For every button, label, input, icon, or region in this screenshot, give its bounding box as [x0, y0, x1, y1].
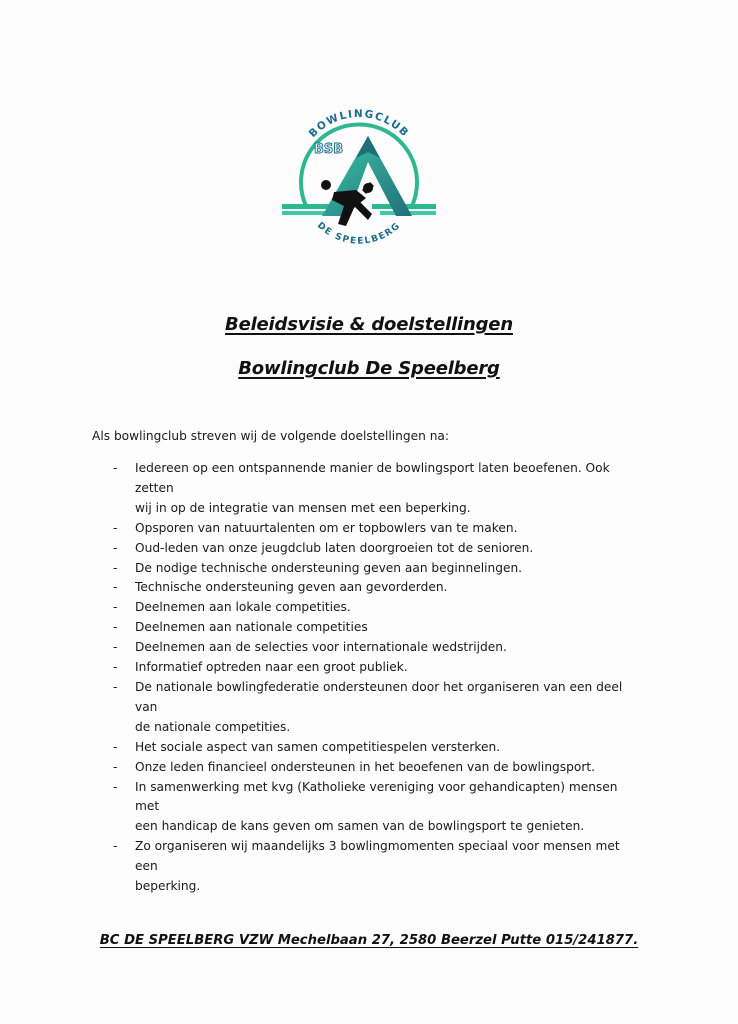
bullet-dash: -	[113, 679, 118, 694]
list-item-text: Opsporen van natuurtalenten om er topbowlers van te maken.	[135, 520, 518, 535]
list-item	[113, 758, 633, 778]
bullet-dash: -	[113, 600, 118, 615]
intro-text: Als bowlingclub streven wij de volgende doelstellingen na:	[92, 429, 450, 443]
list-item	[113, 658, 633, 678]
list-item-text: wij in op de integratie van mensen met een beperking.	[135, 500, 471, 515]
bullet-dash: -	[113, 779, 118, 794]
list-item	[113, 539, 633, 559]
list-item	[113, 578, 633, 598]
page-title: Beleidsvisie & doelstellingen	[225, 314, 513, 335]
list-item-text: Iedereen op een ontspannende manier de bowlingsport laten beoefenen. Ook zetten	[135, 461, 610, 495]
list-item	[113, 618, 633, 638]
list-item-text: Deelnemen aan nationale competities	[135, 620, 368, 635]
list-item-text: Informatief optreden naar een groot publiek.	[135, 660, 408, 675]
list-item-text: De nationale bowlingfederatie ondersteunen door het organiseren van een deel van	[135, 679, 623, 714]
list-item	[113, 638, 633, 658]
list-item	[113, 459, 633, 519]
goals-list	[113, 459, 633, 897]
bullet-dash: -	[113, 520, 118, 535]
list-item	[113, 778, 633, 838]
logo-top-text: BOWLINGCLUB	[306, 108, 412, 140]
svg-text:DE SPEELBERG	[315, 221, 403, 247]
list-item-text: Deelnemen aan de selecties voor internationale wedstrijden.	[135, 640, 507, 655]
list-item-text: een handicap de kans geven om samen van de bowlingsport te genieten.	[135, 819, 585, 834]
list-item-text: beperking.	[135, 879, 201, 894]
bullet-dash: -	[113, 640, 118, 655]
list-item-text: Deelnemen aan lokale competities.	[135, 600, 351, 615]
svg-text:BSB: BSB	[314, 142, 344, 157]
list-item	[113, 559, 633, 579]
bullet-dash: -	[113, 560, 118, 575]
bullet-dash: -	[113, 759, 118, 774]
list-item-text: Onze leden financieel ondersteunen in het beoefenen van de bowlingsport.	[135, 759, 595, 774]
list-item-text: In samenwerking met kvg (Katholieke vereniging voor gehandicapten) mensen met	[135, 779, 618, 814]
list-item-text: Zo organiseren wij maandelijks 3 bowlingmomenten speciaal voor mensen met een	[135, 839, 620, 874]
footer-address: BC DE SPEELBERG VZW Mechelbaan 27, 2580 Beerzel Putte 015/241877.	[99, 933, 639, 948]
list-item	[113, 738, 633, 758]
list-item-text: de nationale competities.	[135, 719, 291, 734]
bullet-dash: -	[113, 461, 118, 475]
list-item	[113, 837, 633, 897]
logo-bottom-text: DE SPEELBERG	[315, 220, 403, 247]
list-item-text: Het sociale aspect van samen competitiespelen versterken.	[135, 739, 501, 754]
bullet-dash: -	[113, 540, 118, 555]
bullet-dash: -	[113, 660, 118, 675]
bullet-dash: -	[113, 839, 118, 854]
logo-emblem	[314, 142, 343, 157]
list-item	[113, 598, 633, 618]
bullet-dash: -	[113, 580, 118, 595]
club-logo	[276, 86, 442, 266]
list-item	[113, 678, 633, 738]
list-item	[113, 519, 633, 539]
list-item-text: De nodige technische ondersteuning geven aan beginnelingen.	[135, 560, 523, 575]
bullet-dash: -	[113, 739, 118, 754]
bullet-dash: -	[113, 620, 118, 635]
list-item-text: Technische ondersteuning geven aan gevorderden.	[135, 580, 448, 595]
list-item-text: Oud-leden van onze jeugdclub laten doorgroeien tot de senioren.	[135, 540, 534, 555]
page-subtitle: Bowlingclub De Speelberg	[238, 358, 500, 379]
